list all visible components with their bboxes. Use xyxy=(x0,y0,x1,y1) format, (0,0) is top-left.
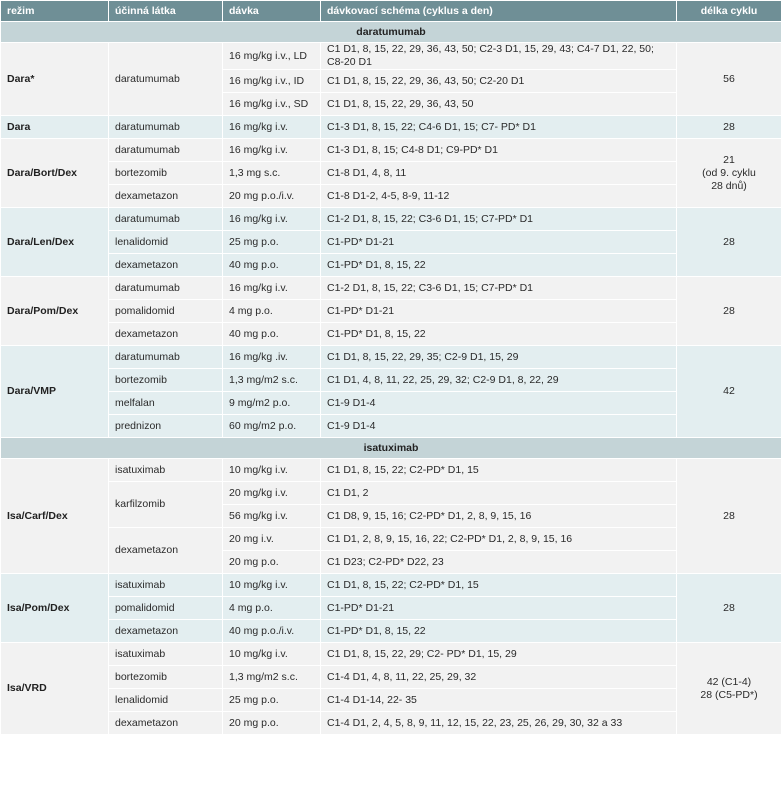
table-row xyxy=(1,300,781,323)
dose: 40 mg p.o./i.v. xyxy=(223,620,321,643)
table-row xyxy=(1,277,781,300)
table-row xyxy=(1,620,781,643)
table-row xyxy=(1,43,781,70)
cycle-length xyxy=(677,139,781,208)
active-substance: daratumumab xyxy=(109,139,223,162)
active-substance: dexametazon xyxy=(109,712,223,735)
cycle-length xyxy=(677,277,781,346)
dose: 16 mg/kg i.v. xyxy=(223,277,321,300)
dose: 40 mg p.o. xyxy=(223,254,321,277)
dose: 16 mg/kg .iv. xyxy=(223,346,321,369)
active-substance: bortezomib xyxy=(109,369,223,392)
dosing-schedule: C1-PD* D1-21 xyxy=(321,597,677,620)
header-active-substance: účinná látka xyxy=(109,1,223,22)
cycle-length xyxy=(677,643,781,735)
active-substance: daratumumab xyxy=(109,208,223,231)
dose: 4 mg p.o. xyxy=(223,597,321,620)
dose: 20 mg p.o. xyxy=(223,712,321,735)
active-substance: isatuximab xyxy=(109,574,223,597)
dosing-schedule: C1-3 D1, 8, 15; C4-8 D1; C9-PD* D1 xyxy=(321,139,677,162)
dosing-schedule: C1-4 D1, 4, 8, 11, 22, 25, 29, 32 xyxy=(321,666,677,689)
group-title: daratumumab xyxy=(1,22,781,43)
dosing-schedule: C1-8 D1-2, 4-5, 8-9, 11-12 xyxy=(321,185,677,208)
cycle-length-line: 42 xyxy=(723,385,735,397)
table-row xyxy=(1,208,781,231)
cycle-length-line: 28 xyxy=(723,304,735,317)
dose: 9 mg/m2 p.o. xyxy=(223,392,321,415)
dose: 20 mg p.o. xyxy=(223,551,321,574)
table-row xyxy=(1,346,781,369)
cycle-length xyxy=(677,208,781,277)
dose: 4 mg p.o. xyxy=(223,300,321,323)
active-substance: daratumumab xyxy=(109,277,223,300)
regimen-name: Dara* xyxy=(1,43,109,116)
group-header-row xyxy=(1,438,781,459)
cycle-length-line: 56 xyxy=(723,72,735,85)
regimen-name: Isa/VRD xyxy=(1,643,109,735)
dosing-schedule: C1 D8, 9, 15, 16; C2-PD* D1, 2, 8, 9, 15, 16 xyxy=(321,505,677,528)
cycle-length xyxy=(677,574,781,643)
active-substance: melfalan xyxy=(109,392,223,415)
dose: 10 mg/kg i.v. xyxy=(223,459,321,482)
active-substance: isatuximab xyxy=(109,643,223,666)
dosing-schedule: C1-PD* D1, 8, 15, 22 xyxy=(321,254,677,277)
table-row xyxy=(1,574,781,597)
table-row xyxy=(1,369,781,392)
active-substance: lenalidomid xyxy=(109,231,223,254)
dose: 40 mg p.o. xyxy=(223,323,321,346)
table-row xyxy=(1,162,781,185)
active-substance: bortezomib xyxy=(109,666,223,689)
header-regimen: režim xyxy=(1,1,109,22)
table-row xyxy=(1,116,781,139)
active-substance: dexametazon xyxy=(109,528,223,574)
dosing-schedule: C1-PD* D1-21 xyxy=(321,231,677,254)
active-substance: lenalidomid xyxy=(109,689,223,712)
regimen-name: Isa/Carf/Dex xyxy=(1,459,109,574)
dosing-schedule: C1 D1, 8, 15, 22, 29, 36, 43, 50 xyxy=(321,93,677,116)
active-substance: daratumumab xyxy=(109,116,223,139)
active-substance: pomalidomid xyxy=(109,597,223,620)
table-row xyxy=(1,254,781,277)
regimen-name: Dara/Pom/Dex xyxy=(1,277,109,346)
group-title: isatuximab xyxy=(1,438,781,459)
dosing-schedule: C1-2 D1, 8, 15, 22; C3-6 D1, 15; C7-PD* D1 xyxy=(321,277,677,300)
dosing-schedule: C1 D1, 2 xyxy=(321,482,677,505)
dosing-schedule: C1-9 D1-4 xyxy=(321,392,677,415)
regimen-name: Dara xyxy=(1,116,109,139)
cycle-length-line: 28 xyxy=(723,120,735,133)
table-row xyxy=(1,712,781,735)
table-body xyxy=(1,22,781,735)
dosing-schedule: C1-4 D1-14, 22- 35 xyxy=(321,689,677,712)
table-row xyxy=(1,528,781,551)
dosing-schedule: C1 D1, 8, 15, 22, 29, 36, 43, 50; C2-20 D1 xyxy=(321,70,677,93)
cycle-length-line: 21 xyxy=(723,153,735,166)
table-row xyxy=(1,185,781,208)
dose: 10 mg/kg i.v. xyxy=(223,574,321,597)
dose: 1,3 mg/m2 s.c. xyxy=(223,666,321,689)
table-row xyxy=(1,459,781,482)
dosing-schedule: C1 D1, 8, 15, 22, 29, 36, 43, 50; C2-3 D1, 15, 29, 43; C4-7 D1, 22, 50; C8-20 D1 xyxy=(321,43,677,70)
cycle-length xyxy=(677,116,781,139)
cycle-length-line: 28 (C5-PD*) xyxy=(700,688,758,701)
dosing-schedule: C1 D1, 8, 15, 22, 29; C2- PD* D1, 15, 29 xyxy=(321,643,677,666)
dose: 16 mg/kg i.v. xyxy=(223,208,321,231)
dose: 25 mg p.o. xyxy=(223,689,321,712)
header-dose: dávka xyxy=(223,1,321,22)
header-cycle-length: délka cyklu xyxy=(677,1,781,22)
dosing-schedule: C1 D1, 8, 15, 22, 29, 35; C2-9 D1, 15, 29 xyxy=(321,346,677,369)
dosing-schedule: C1-9 D1-4 xyxy=(321,415,677,438)
cycle-length xyxy=(677,346,781,438)
dose: 16 mg/kg i.v., ID xyxy=(223,70,321,93)
cycle-length xyxy=(677,43,781,116)
table-row xyxy=(1,482,781,505)
cycle-length-line: 42 (C1-4) xyxy=(706,675,752,688)
dosing-schedule: C1-PD* D1, 8, 15, 22 xyxy=(321,323,677,346)
regimen-name: Dara/Len/Dex xyxy=(1,208,109,277)
active-substance: dexametazon xyxy=(109,254,223,277)
active-substance: isatuximab xyxy=(109,459,223,482)
dose: 1,3 mg s.c. xyxy=(223,162,321,185)
active-substance: daratumumab xyxy=(109,346,223,369)
dose: 20 mg i.v. xyxy=(223,528,321,551)
dose: 1,3 mg/m2 s.c. xyxy=(223,369,321,392)
active-substance: dexametazon xyxy=(109,185,223,208)
cycle-length-line: 28 dnů) xyxy=(711,179,747,192)
header-dosing-schedule: dávkovací schéma (cyklus a den) xyxy=(321,1,677,22)
active-substance: karfilzomib xyxy=(109,482,223,528)
cycle-length-line: 28 xyxy=(723,601,735,614)
dosing-schedule: C1-8 D1, 4, 8, 11 xyxy=(321,162,677,185)
table-row xyxy=(1,323,781,346)
dose: 16 mg/kg i.v., LD xyxy=(223,43,321,70)
table-row xyxy=(1,666,781,689)
active-substance: daratumumab xyxy=(109,43,223,116)
dosing-schedule: C1 D1, 4, 8, 11, 22, 25, 29, 32; C2-9 D1, 8, 22, 29 xyxy=(321,369,677,392)
dosing-schedule: C1-3 D1, 8, 15, 22; C4-6 D1, 15; C7- PD* D1 xyxy=(321,116,677,139)
table-row xyxy=(1,643,781,666)
table-row xyxy=(1,689,781,712)
table-row xyxy=(1,415,781,438)
cycle-length-line: (od 9. cyklu xyxy=(702,166,756,179)
group-header-row xyxy=(1,22,781,43)
regimen-name: Dara/Bort/Dex xyxy=(1,139,109,208)
cycle-length xyxy=(677,459,781,574)
dose: 16 mg/kg i.v., SD xyxy=(223,93,321,116)
dosing-schedule: C1-PD* D1, 8, 15, 22 xyxy=(321,620,677,643)
dosing-schedule: C1 D23; C2-PD* D22, 23 xyxy=(321,551,677,574)
dose: 56 mg/kg i.v. xyxy=(223,505,321,528)
active-substance: dexametazon xyxy=(109,323,223,346)
active-substance: pomalidomid xyxy=(109,300,223,323)
table-row xyxy=(1,231,781,254)
table-row xyxy=(1,139,781,162)
dosing-schedule: C1 D1, 2, 8, 9, 15, 16, 22; C2-PD* D1, 2, 8, 9, 15, 16 xyxy=(321,528,677,551)
regimen-name: Isa/Pom/Dex xyxy=(1,574,109,643)
dose: 60 mg/m2 p.o. xyxy=(223,415,321,438)
dose: 16 mg/kg i.v. xyxy=(223,116,321,139)
active-substance: bortezomib xyxy=(109,162,223,185)
active-substance: dexametazon xyxy=(109,620,223,643)
dose: 20 mg p.o./i.v. xyxy=(223,185,321,208)
dose: 25 mg p.o. xyxy=(223,231,321,254)
cycle-length-line: 28 xyxy=(723,509,735,522)
cycle-length-line: 28 xyxy=(723,235,735,248)
dosing-schedule: C1 D1, 8, 15, 22; C2-PD* D1, 15 xyxy=(321,459,677,482)
dose: 10 mg/kg i.v. xyxy=(223,643,321,666)
table-row xyxy=(1,597,781,620)
dosing-schedule: C1-4 D1, 2, 4, 5, 8, 9, 11, 12, 15, 22, 23, 25, 26, 29, 30, 32 a 33 xyxy=(321,712,677,735)
active-substance: prednizon xyxy=(109,415,223,438)
dosing-schedule: C1 D1, 8, 15, 22; C2-PD* D1, 15 xyxy=(321,574,677,597)
dosing-schedule: C1-PD* D1-21 xyxy=(321,300,677,323)
dose: 16 mg/kg i.v. xyxy=(223,139,321,162)
table-header-row xyxy=(1,1,781,22)
dosing-schedule: C1-2 D1, 8, 15, 22; C3-6 D1, 15; C7-PD* D1 xyxy=(321,208,677,231)
table-row xyxy=(1,392,781,415)
regimen-name: Dara/VMP xyxy=(1,346,109,438)
dose: 20 mg/kg i.v. xyxy=(223,482,321,505)
